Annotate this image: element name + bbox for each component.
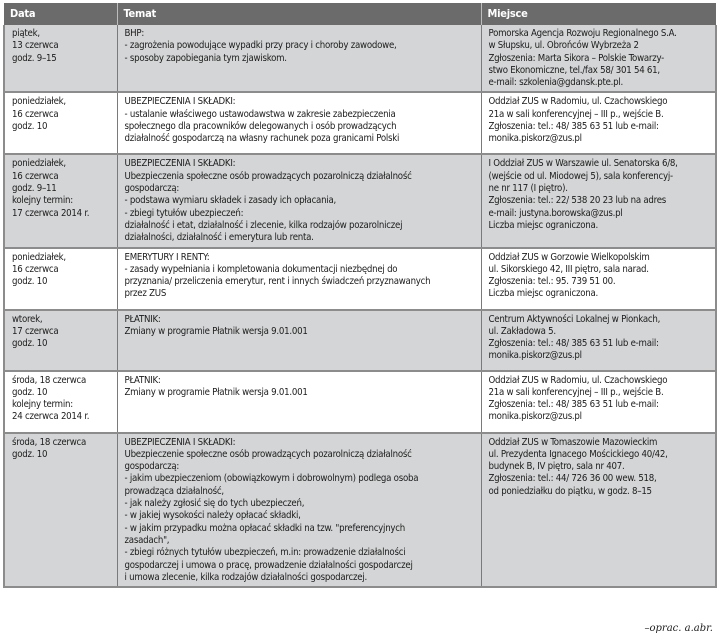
table-row — [4, 154, 716, 247]
date-line: godz. 9–11 — [12, 183, 57, 195]
place-line: ul. Zakładowa 5. — [488, 325, 556, 337]
place-line: Pomorska Agencja Rozwoju Regionalnego S.A. — [488, 28, 677, 39]
place-line: Zgłoszenia: tel.: 22/ 538 20 23 lub na adres — [488, 195, 667, 207]
place-line: monika.piskorz@zus.pl — [488, 411, 582, 423]
cell-date — [4, 154, 117, 247]
table-row — [4, 371, 716, 433]
topic-line: - sposoby zapobiegania tym zjawiskom. — [124, 52, 287, 64]
topic-line: UBEZPIECZENIA I SKŁADKI: — [124, 158, 236, 170]
cell-topic — [117, 248, 481, 310]
header-topic: Temat — [117, 3, 481, 25]
topic-line: przez ZUS — [124, 288, 167, 300]
place-line: Oddział ZUS w Tomaszowie Mazowieckim — [488, 436, 658, 448]
cell-place — [481, 25, 716, 92]
table-row — [4, 433, 716, 588]
place-line: Oddział ZUS w Radomiu, ul. Czachowskiego — [488, 96, 668, 108]
topic-line: - w jakim przypadku można opłacać składki na tzw. "preferencyjnych — [124, 522, 405, 534]
topic-line: gospodarczej i umowa o pracę, prowadzenie działalności gospodarczej — [124, 559, 413, 571]
place-line: monika.piskorz@zus.pl — [488, 350, 582, 362]
place-line: Zgłoszenia: tel.: 48/ 385 63 51 lub e-mail: — [488, 338, 659, 350]
cell-place — [481, 92, 716, 154]
cell-topic — [117, 25, 481, 92]
place-line: budynek B, IV piętro, sala nr 407. — [488, 461, 625, 473]
cell-topic — [117, 92, 481, 154]
place-line: Zgłoszenia: tel.: 48/ 385 63 51 lub e-mail: — [488, 121, 659, 133]
author-credit: –oprac. a.abr. — [644, 623, 713, 634]
topic-line: Zmiany w programie Płatnik wersja 9.01.001 — [124, 386, 308, 398]
topic-line: działalności, działalność i emerytura lub renta. — [124, 232, 314, 244]
topic-line: - w jakiej wysokości należy opłacać składki, — [124, 510, 301, 522]
date-line: 17 czerwca 2014 r. — [12, 207, 90, 219]
table-row — [4, 25, 716, 92]
date-line: 13 czerwca — [12, 40, 59, 52]
date-line: poniedziałek, — [12, 251, 66, 263]
header-date: Data — [4, 3, 117, 25]
date-line: 16 czerwca — [12, 108, 59, 120]
date-line: godz. 10 — [12, 338, 48, 350]
topic-line: UBEZPIECZENIA I SKŁADKI: — [124, 96, 236, 108]
topic-line: zasadach", — [124, 534, 170, 546]
topic-line: Ubezpieczenia społeczne osób prowadzących pozarolniczą działalność — [124, 170, 412, 182]
topic-line: - podstawa wymiaru składek i zasady ich opłacania, — [124, 195, 336, 207]
date-line: godz. 10 — [12, 386, 48, 398]
date-line: środa, 18 czerwca — [12, 436, 87, 448]
cell-place — [481, 154, 716, 247]
date-line: kolejny termin: — [12, 399, 73, 411]
date-line: 16 czerwca — [12, 263, 59, 275]
date-line: godz. 10 — [12, 276, 48, 288]
cell-date — [4, 433, 117, 588]
date-line: kolejny termin: — [12, 195, 73, 207]
place-line: od poniedziałku do piątku, w godz. 8–15 — [488, 485, 652, 497]
place-line: e-mail: justyna.borowska@zus.pl — [488, 207, 623, 219]
header-row — [4, 3, 716, 25]
cell-topic — [117, 371, 481, 433]
topic-line: - jakim ubezpieczeniom (obowiązkowym i dobrowolnym) podlega osoba — [124, 473, 419, 485]
place-line: Zgłoszenia: Marta Sikora – Polskie Towarzy- — [488, 52, 665, 64]
topic-line: działalność gospodarczą na własny rachunek poza granicami Polski — [124, 133, 400, 145]
date-line: poniedziałek, — [12, 96, 66, 108]
place-line: Oddział ZUS w Gorzowie Wielkopolskim — [488, 251, 650, 263]
cell-topic — [117, 154, 481, 247]
table-row — [4, 310, 716, 371]
table-body — [4, 25, 716, 587]
date-line: 24 czerwca 2014 r. — [12, 411, 90, 423]
cell-date — [4, 248, 117, 310]
table-row — [4, 248, 716, 310]
topic-line: gospodarczą: — [124, 461, 180, 473]
cell-topic — [117, 310, 481, 371]
date-line: godz. 9–15 — [12, 52, 57, 64]
topic-line: - ustalanie właściwego ustawodawstwa w zakresie zabezpieczenia — [124, 108, 396, 120]
schedule-table — [3, 3, 717, 588]
cell-date — [4, 92, 117, 154]
cell-place — [481, 310, 716, 371]
cell-date — [4, 371, 117, 433]
date-line: godz. 10 — [12, 121, 48, 133]
date-line: 17 czerwca — [12, 325, 59, 337]
date-line: 16 czerwca — [12, 170, 59, 182]
topic-line: działalność i etat, działalność i zlecenie, kilka rodzajów pozarolniczej — [124, 219, 403, 231]
topic-line: gospodarczą: — [124, 183, 180, 195]
topic-line: - zagrożenia powodujące wypadki przy pracy i choroby zawodowe, — [124, 40, 397, 52]
topic-line: - jak należy zgłosić się do tych ubezpieczeń, — [124, 498, 305, 510]
place-line: Zgłoszenia: tel.: 48/ 385 63 51 lub e-mail: — [488, 399, 659, 411]
topic-line: PŁATNIK: — [124, 374, 161, 386]
place-line: e-mail: szkolenia@gdansk.pte.pl. — [488, 77, 624, 89]
topic-line: EMERYTURY I RENTY: — [124, 251, 210, 263]
cell-place — [481, 248, 716, 310]
topic-line: - zasady wypełniania i kompletowania dokumentacji niezbędnej do — [124, 263, 398, 275]
cell-topic — [117, 433, 481, 588]
topic-line: UBEZPIECZENIA I SKŁADKI: — [124, 436, 236, 448]
cell-place — [481, 433, 716, 588]
place-line: stwo Ekonomiczne, tel./fax 58/ 301 54 61, — [488, 64, 660, 76]
place-line: w Słupsku, ul. Obrońców Wybrzeża 2 — [488, 40, 639, 52]
topic-line: - zbiegi różnych tytułów ubezpieczeń, m.in: prowadzenie działalności — [124, 547, 406, 559]
place-line: Liczba miejsc ograniczona. — [488, 288, 599, 300]
date-line: godz. 10 — [12, 448, 48, 460]
topic-line: Zmiany w programie Płatnik wersja 9.01.001 — [124, 325, 308, 337]
topic-line: i umowa zlecenie, kilka rodzajów działalności gospodarczej. — [124, 571, 367, 583]
place-line: I Oddział ZUS w Warszawie ul. Senatorska 6/8, — [488, 158, 678, 170]
topic-line: PŁATNIK: — [124, 313, 161, 325]
place-line: (wejście od ul. Miodowej 5), sala konferencyj- — [488, 170, 673, 182]
date-line: wtorek, — [12, 313, 43, 325]
topic-line: BHP: — [124, 28, 145, 39]
place-line: ne nr 117 (I piętro). — [488, 183, 568, 195]
topic-line: prowadząca działalność, — [124, 485, 224, 497]
place-line: Zgłoszenia: tel.: 44/ 726 36 00 wew. 518, — [488, 473, 657, 485]
place-line: ul. Sikorskiego 42, III piętro, sala narad. — [488, 263, 649, 275]
cell-date — [4, 310, 117, 371]
date-line: piątek, — [12, 28, 40, 39]
place-line: monika.piskorz@zus.pl — [488, 133, 582, 145]
topic-line: Ubezpieczenie społeczne osób prowadzących pozarolniczą działalność — [124, 448, 412, 460]
header-place: Miejsce — [481, 3, 716, 25]
table-row — [4, 92, 716, 154]
place-line: 21a w sali konferencyjnej – III p., wejście B. — [488, 108, 664, 120]
topic-line: przyznania/ przeliczenia emerytur, rent i innych świadczeń przyznawanych — [124, 276, 431, 288]
place-line: Liczba miejsc ograniczona. — [488, 219, 599, 231]
place-line: Zgłoszenia: tel.: 95. 739 51 00. — [488, 276, 616, 288]
place-line: 21a w sali konferencyjnej – III p., wejście B. — [488, 386, 664, 398]
topic-line: społecznego dla pracowników delegowanych i osób prowadzących — [124, 121, 397, 133]
date-line: środa, 18 czerwca — [12, 374, 87, 386]
place-line: Centrum Aktywności Lokalnej w Pionkach, — [488, 313, 661, 325]
place-line: ul. Prezydenta Ignacego Mościckiego 40/42, — [488, 448, 668, 460]
cell-place — [481, 371, 716, 433]
topic-line: - zbiegi tytułów ubezpieczeń: — [124, 207, 244, 219]
cell-date — [4, 25, 117, 92]
place-line: Oddział ZUS w Radomiu, ul. Czachowskiego — [488, 374, 668, 386]
date-line: poniedziałek, — [12, 158, 66, 170]
